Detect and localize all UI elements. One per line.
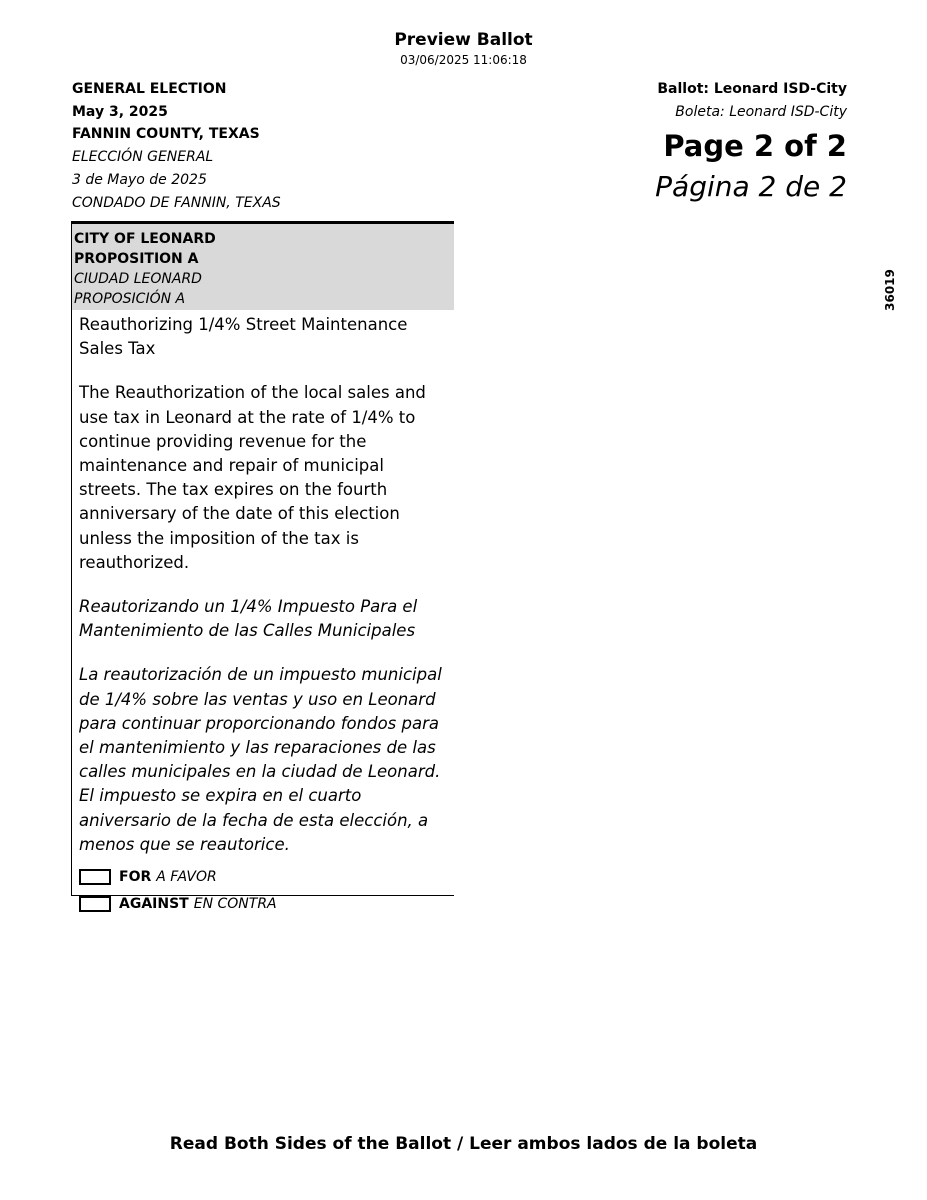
print-timestamp: 03/06/2025 11:06:18 (400, 53, 527, 67)
election-date-es: 3 de Mayo de 2025 (72, 171, 207, 188)
page-number-es: Página 2 de 2 (655, 170, 847, 204)
contest-prop-es: PROPOSICIÓN A (74, 291, 186, 307)
choice-label-en: AGAINST (119, 895, 189, 912)
ballot-id: 36019 (883, 269, 897, 311)
election-info (72, 78, 281, 214)
choice-against[interactable] (79, 890, 454, 917)
choice-list (72, 863, 454, 917)
election-name-es: ELECCIÓN GENERAL (72, 149, 214, 166)
proposition-text-en: The Reauthorization of the local sales and use tax in Leonard at the rate of 1/4% to continue providing revenue for the maintenance and repair of municipal streets. The tax expires on the fourth anniversary of the date of this election unless the imposition of the tax is reauthorized. (79, 383, 426, 572)
ballot-style-en: Ballot: Leonard ISD-City (657, 81, 847, 97)
election-name-en: GENERAL ELECTION (72, 81, 227, 97)
choice-label-es: EN CONTRA (193, 895, 277, 912)
vote-box-for[interactable] (79, 869, 111, 885)
election-county-en: FANNIN COUNTY, TEXAS (72, 126, 260, 143)
proposition-text-es: La reautorización de un impuesto municipal de 1/4% sobre las ventas y uso en Leonard para continuar proporcionando fondos para el mantenimiento y las reparaciones de las calles municipales en la ciudad de Leonard. El impuesto se expira en el cuarto aniversario de la fecha de esta elección, a menos que se reautorice. (79, 665, 442, 854)
page-title: Preview Ballot (394, 30, 533, 50)
contest-body (72, 310, 454, 857)
proposition-title-es: Reautorizando un 1/4% Impuesto Para el Mantenimiento de las Calles Municipales (79, 597, 418, 641)
proposition-title-en: Reauthorizing 1/4% Street Maintenance Sales Tax (79, 315, 408, 359)
election-county-es: CONDADO DE FANNIN, TEXAS (72, 194, 281, 211)
footer-note: Read Both Sides of the Ballot / Leer ambos lados de la boleta (169, 1134, 758, 1154)
contest-header (72, 224, 454, 310)
election-date-en: May 3, 2025 (72, 103, 168, 120)
choice-label-es: A FAVOR (156, 868, 217, 885)
choice-for[interactable] (79, 863, 454, 890)
contest-entity-es: CIUDAD LEONARD (74, 271, 202, 287)
ballot-info (655, 78, 847, 207)
contest-box (71, 221, 454, 912)
contest-prop-en: PROPOSITION A (74, 251, 199, 267)
vote-box-against[interactable] (79, 896, 111, 912)
contest-entity-en: CITY OF LEONARD (74, 231, 216, 247)
choice-label-en: FOR (119, 868, 152, 885)
page-number-en: Page 2 of 2 (663, 129, 847, 164)
ballot-style-es: Boleta: Leonard ISD-City (675, 103, 847, 120)
